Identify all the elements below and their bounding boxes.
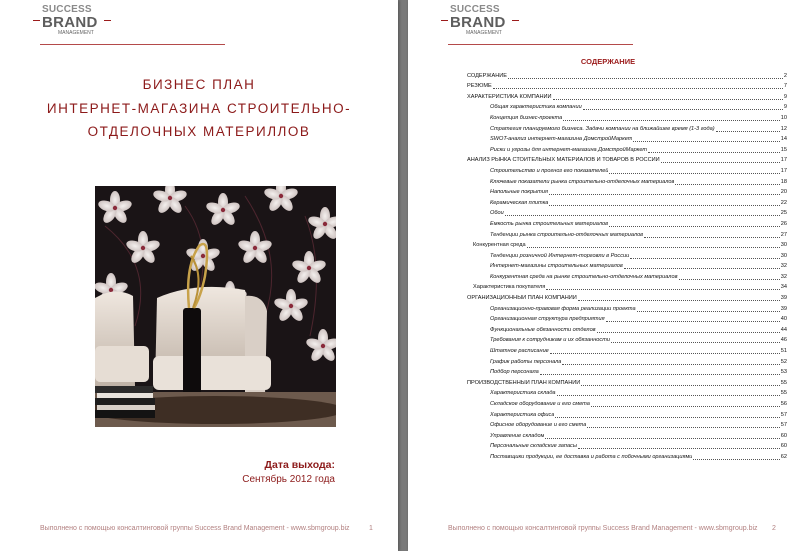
logo-bar-right xyxy=(104,20,111,21)
toc-entry-title: Строительство и прогноз его показателей xyxy=(490,167,609,174)
toc-leader-dots xyxy=(693,459,779,460)
toc-entry[interactable] xyxy=(467,164,787,175)
toc-entry[interactable] xyxy=(467,154,787,165)
toc-entry-title: РЕЗЮМЕ xyxy=(467,83,492,90)
toc-entry-title: Керамическая плитка xyxy=(490,199,549,206)
toc-entry-page: 34 xyxy=(780,284,787,291)
toc-entry-page: 57 xyxy=(780,411,787,418)
release-date: Сентябрь 2012 года xyxy=(242,474,335,485)
toc-leader-dots xyxy=(578,448,780,449)
toc-leader-dots xyxy=(562,364,779,365)
toc-entry-title: Общая характеристика компании xyxy=(490,104,582,111)
toc-leader-dots xyxy=(508,78,783,79)
toc-entry-page: 15 xyxy=(780,146,787,153)
page-number: 2 xyxy=(772,525,776,532)
toc-leader-dots xyxy=(553,99,783,100)
toc-entry-title: Подбор персонала xyxy=(490,369,539,376)
toc-entry-title: Функциональные обязанности отделов xyxy=(490,326,596,333)
toc-leader-dots xyxy=(549,205,779,206)
toc-entry[interactable] xyxy=(467,419,787,430)
toc-leader-dots xyxy=(609,173,779,174)
toc-leader-dots xyxy=(630,258,780,259)
document-page-1 xyxy=(0,0,398,551)
toc-entry-title: Ключевые показатели рынка строительно-отделочных материалов xyxy=(490,178,675,185)
toc-entry-page: 9 xyxy=(783,93,787,100)
toc-entry[interactable] xyxy=(467,122,787,133)
toc-entry-page: 32 xyxy=(780,263,787,270)
logo-bar-left xyxy=(33,20,40,21)
logo-line-brand: BRAND xyxy=(42,14,98,31)
toc-entry[interactable] xyxy=(467,302,787,313)
toc-leader-dots xyxy=(609,226,780,227)
toc-entry[interactable] xyxy=(467,69,787,80)
toc-entry-title: Организационно-правовая форма реализации проекта xyxy=(490,305,636,312)
toc-entry-page: 51 xyxy=(780,348,787,355)
toc-entry-title: Поставщики продукции, ее доставка и работа с побочными организациями xyxy=(490,453,693,460)
logo-line-success: SUCCESS xyxy=(42,4,92,15)
toc-entry[interactable] xyxy=(467,450,787,461)
toc-entry-title: График работы персонала xyxy=(490,358,562,365)
page-number: 1 xyxy=(369,525,373,532)
toc-entry-title: Обои xyxy=(490,210,504,217)
toc-entry[interactable] xyxy=(467,366,787,377)
toc-entry-page: 52 xyxy=(780,358,787,365)
toc-leader-dots xyxy=(505,215,780,216)
toc-entry-title: Напольные покрытия xyxy=(490,189,548,196)
toc-entry-page: 26 xyxy=(780,220,787,227)
toc-entry[interactable] xyxy=(467,239,787,250)
toc-entry-title: Концепция бизнес-проекта xyxy=(490,114,563,121)
header-divider xyxy=(448,44,633,45)
company-logo xyxy=(450,4,510,36)
toc-entry-page: 9 xyxy=(783,104,787,111)
toc-leader-dots xyxy=(557,395,780,396)
toc-entry[interactable] xyxy=(467,228,787,239)
toc-entry-page: 18 xyxy=(780,178,787,185)
toc-entry-page: 62 xyxy=(780,453,787,460)
toc-entry-title: Штатное расписание xyxy=(490,348,549,355)
toc-entry[interactable] xyxy=(467,334,787,345)
logo-line-brand: BRAND xyxy=(450,14,506,31)
toc-leader-dots xyxy=(493,88,783,89)
toc-entry-page: 22 xyxy=(780,199,787,206)
toc-entry-title: АНАЛИЗ РЫНКА СТОИТЕЛЬНЫХ МАТЕРИАЛОВ И ТОВАРОВ В РОССИИ xyxy=(467,157,660,164)
document-page-2 xyxy=(408,0,808,551)
toc-entry-title: Стратегия планируемого бизнеса. Задачи компании на ближайшее время (1-3 года) xyxy=(490,125,715,132)
toc-entry[interactable] xyxy=(467,217,787,228)
toc-entry-title: Интернет-магазины строительных материалов xyxy=(490,263,623,270)
toc-leader-dots xyxy=(563,120,780,121)
toc-entry-title: ПРОИЗВОДСТВЕННЫЙ ПЛАН КОМПАНИИ xyxy=(467,379,581,386)
toc-entry[interactable] xyxy=(467,260,787,271)
toc-entry-title: ХАРАКТЕРИСТИКА КОМПАНИИ xyxy=(467,93,552,100)
toc-leader-dots xyxy=(583,109,783,110)
toc-entry[interactable] xyxy=(467,440,787,451)
toc-entry-title: Характеристика покупателя xyxy=(473,284,546,291)
toc-leader-dots xyxy=(578,300,780,301)
toc-entry-title: SWOT-анализ интернет-магазина ДомстройМаркет xyxy=(490,136,633,143)
toc-entry[interactable] xyxy=(467,101,787,112)
toc-leader-dots xyxy=(597,332,780,333)
toc-entry[interactable] xyxy=(467,429,787,440)
toc-entry-title: ОРГАНИЗАЦИОННЫЙ ПЛАН КОМПАНИИ xyxy=(467,295,577,302)
toc-entry-title: СОДЕРЖАНИЕ xyxy=(467,72,508,79)
toc-entry-title: Организационная структура предприятия xyxy=(490,316,605,323)
toc-entry[interactable] xyxy=(467,175,787,186)
toc-entry-page: 40 xyxy=(780,316,787,323)
toc-entry-title: Управление складом xyxy=(490,432,545,439)
toc-leader-dots xyxy=(581,385,779,386)
toc-leader-dots xyxy=(716,131,780,132)
toc-entry-title: Складское оборудование и его смета xyxy=(490,401,590,407)
toc-leader-dots xyxy=(549,194,780,195)
toc-entry[interactable] xyxy=(467,281,787,292)
toc-leader-dots xyxy=(644,237,780,238)
table-of-contents xyxy=(467,69,787,461)
toc-leader-dots xyxy=(606,321,780,322)
toc-entry-page: 39 xyxy=(780,295,787,302)
toc-leader-dots xyxy=(611,342,780,343)
toc-entry-page: 53 xyxy=(780,369,787,376)
title-line-2: ИНТЕРНЕТ-МАГАЗИНА СТРОИТЕЛЬНО- xyxy=(46,101,352,116)
toc-entry[interactable] xyxy=(467,355,787,366)
toc-entry[interactable] xyxy=(467,323,787,334)
logo-bar-left xyxy=(441,20,448,21)
toc-leader-dots xyxy=(675,184,779,185)
toc-entry-title: Конкурентная среда xyxy=(473,242,526,249)
toc-entry[interactable] xyxy=(467,387,787,398)
page-footer: Выполнено с помощью консалтинговой группы Success Brand Management - www.sbmgroup.biz xyxy=(448,525,758,532)
toc-entry-title: Офисное оборудование и его смета xyxy=(490,422,587,429)
toc-leader-dots xyxy=(648,152,780,153)
toc-entry-page: 44 xyxy=(780,326,787,333)
toc-entry-title: Требования к сотрудникам и их обязанности xyxy=(490,337,610,344)
toc-entry-page: 20 xyxy=(780,189,787,196)
toc-leader-dots xyxy=(587,427,779,428)
toc-entry-page: 17 xyxy=(780,167,787,174)
company-logo xyxy=(42,4,102,36)
toc-entry-page: 32 xyxy=(780,273,787,280)
cover-photo xyxy=(95,186,336,427)
toc-entry-page: 12 xyxy=(780,125,787,132)
toc-leader-dots xyxy=(540,374,780,375)
toc-entry-title: Тенденции розничной Интернет-торговли в России xyxy=(490,252,630,259)
toc-entry-title: Емкость рынка строительных материалов xyxy=(490,220,609,227)
toc-entry-page: 60 xyxy=(780,443,787,450)
toc-entry-page: 56 xyxy=(780,401,787,407)
toc-entry-title: Конкурентная среда на рынке строительно-отделочных материалов xyxy=(490,273,678,280)
toc-leader-dots xyxy=(555,417,779,418)
logo-line-success: SUCCESS xyxy=(450,4,500,15)
toc-leader-dots xyxy=(679,279,780,280)
toc-leader-dots xyxy=(661,162,780,163)
toc-entry-title: Персональные складские запасы xyxy=(490,443,577,450)
release-label: Дата выхода: xyxy=(264,459,335,471)
toc-entry-page: 2 xyxy=(783,72,787,79)
toc-entry-title: Характеристика офиса xyxy=(490,411,555,418)
toc-entry[interactable] xyxy=(467,397,787,408)
toc-heading: СОДЕРЖАНИЕ xyxy=(580,57,636,66)
toc-leader-dots xyxy=(633,141,779,142)
toc-leader-dots xyxy=(637,311,780,312)
logo-line-management: MANAGEMENT xyxy=(58,30,94,36)
toc-entry[interactable] xyxy=(467,196,787,207)
toc-entry[interactable] xyxy=(467,313,787,324)
toc-entry[interactable] xyxy=(467,249,787,260)
toc-leader-dots xyxy=(527,247,780,248)
toc-entry[interactable] xyxy=(467,111,787,122)
toc-leader-dots xyxy=(591,406,780,407)
toc-entry-page: 27 xyxy=(780,231,787,238)
toc-entry-page: 57 xyxy=(780,422,787,429)
logo-line-management: MANAGEMENT xyxy=(466,30,502,36)
toc-entry-title: Риски и угрозы для интернет-магазина ДомстройМаркет xyxy=(490,146,648,153)
title-line-3: ОТДЕЛОЧНЫХ МАТЕРИЛЛОВ xyxy=(87,124,311,139)
logo-bar-right xyxy=(512,20,519,21)
toc-entry-page: 17 xyxy=(780,157,787,164)
toc-entry[interactable] xyxy=(467,270,787,281)
toc-entry[interactable] xyxy=(467,291,787,302)
toc-entry-page: 55 xyxy=(780,390,787,397)
toc-entry[interactable] xyxy=(467,344,787,355)
header-divider xyxy=(40,44,225,45)
toc-leader-dots xyxy=(624,268,780,269)
toc-entry[interactable] xyxy=(467,143,787,154)
toc-entry-page: 30 xyxy=(780,252,787,259)
toc-entry[interactable] xyxy=(467,133,787,144)
toc-entry[interactable] xyxy=(467,186,787,197)
toc-leader-dots xyxy=(550,353,780,354)
toc-entry-title: Характеристика склада xyxy=(490,390,556,397)
toc-entry-page: 39 xyxy=(780,305,787,312)
toc-entry[interactable] xyxy=(467,408,787,419)
toc-entry-page: 10 xyxy=(780,114,787,121)
toc-entry-page: 60 xyxy=(780,432,787,439)
page-footer: Выполнено с помощью консалтинговой группы Success Brand Management - www.sbmgroup.biz xyxy=(40,525,350,532)
toc-entry-page: 25 xyxy=(780,210,787,217)
toc-entry[interactable] xyxy=(467,90,787,101)
toc-entry-title: Тенденции рынка строительно-отделочных материалов xyxy=(490,231,644,238)
toc-leader-dots xyxy=(546,289,779,290)
title-line-1: БИЗНЕС ПЛАН xyxy=(142,77,256,92)
toc-entry[interactable] xyxy=(467,80,787,91)
toc-entry-page: 7 xyxy=(783,83,787,90)
toc-entry-page: 46 xyxy=(780,337,787,344)
toc-leader-dots xyxy=(545,438,779,439)
toc-entry-page: 14 xyxy=(780,136,787,143)
toc-entry-page: 30 xyxy=(780,242,787,249)
toc-entry[interactable] xyxy=(467,207,787,218)
toc-entry-page: 55 xyxy=(780,379,787,386)
toc-entry[interactable] xyxy=(467,376,787,387)
